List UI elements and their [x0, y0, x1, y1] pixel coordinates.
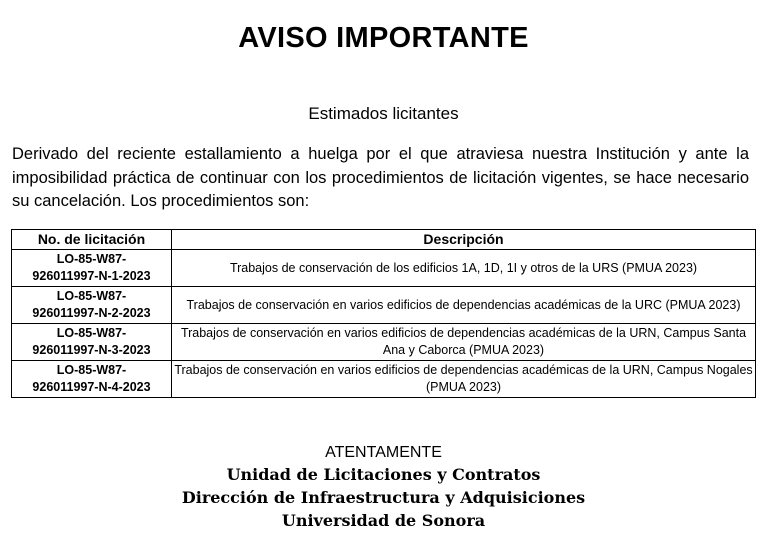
tender-description: Trabajos de conservación en varios edificios de dependencias académicas de la URN, Campus Santa Ana y Caborca (PMUA 2023): [172, 324, 756, 361]
tender-number-line2: 926011997-N-2-2023: [32, 306, 151, 320]
tender-number-line2: 926011997-N-4-2023: [32, 380, 151, 394]
signature-university: Universidad de Sonora: [281, 511, 486, 530]
signature-unit: Unidad de Licitaciones y Contratos: [226, 465, 541, 484]
signature-direction: Dirección de Infraestructura y Adquisiciones: [181, 488, 586, 507]
tender-description: Trabajos de conservación en varios edificios de dependencias académicas de la URN, Campus Nogales (PMUA 2023): [172, 361, 756, 398]
table-row: [12, 361, 756, 398]
closing-text: ATENTAMENTE: [325, 444, 442, 461]
table-row: [12, 287, 756, 324]
greeting: Estimados licitantes: [308, 104, 459, 123]
tender-number: [12, 287, 172, 324]
table-row: [12, 250, 756, 287]
procedures-table: [11, 229, 756, 398]
table-header-row: [12, 230, 756, 250]
tender-number-line1: LO-85-W87-: [56, 363, 127, 377]
tender-description: Trabajos de conservación en varios edificios de dependencias académicas de la URC (PMUA 2023): [172, 287, 756, 324]
tender-number: [12, 324, 172, 361]
intro-paragraph: Derivado del reciente estallamiento a huelga por el que atraviesa nuestra Institución y ante la imposibilidad práctica de continuar con los procedimientos de licitación vigentes, se hace necesario su cancelación. Los procedimientos son:: [12, 145, 749, 210]
tender-number-line2: 926011997-N-3-2023: [32, 343, 151, 357]
table-row: [12, 324, 756, 361]
tender-number: [12, 361, 172, 398]
tender-number-line1: LO-85-W87-: [56, 289, 127, 303]
signature-block: [0, 442, 767, 532]
tender-number-line1: LO-85-W87-: [56, 326, 127, 340]
page-title: AVISO IMPORTANTE: [238, 22, 529, 54]
tender-description: Trabajos de conservación de los edificios 1A, 1D, 1I y otros de la URS (PMUA 2023): [172, 250, 756, 287]
tender-number-line2: 926011997-N-1-2023: [32, 269, 151, 283]
header-number: No. de licitación: [12, 230, 172, 250]
tender-number: [12, 250, 172, 287]
header-description: Descripción: [172, 230, 756, 250]
tender-number-line1: LO-85-W87-: [56, 252, 127, 266]
